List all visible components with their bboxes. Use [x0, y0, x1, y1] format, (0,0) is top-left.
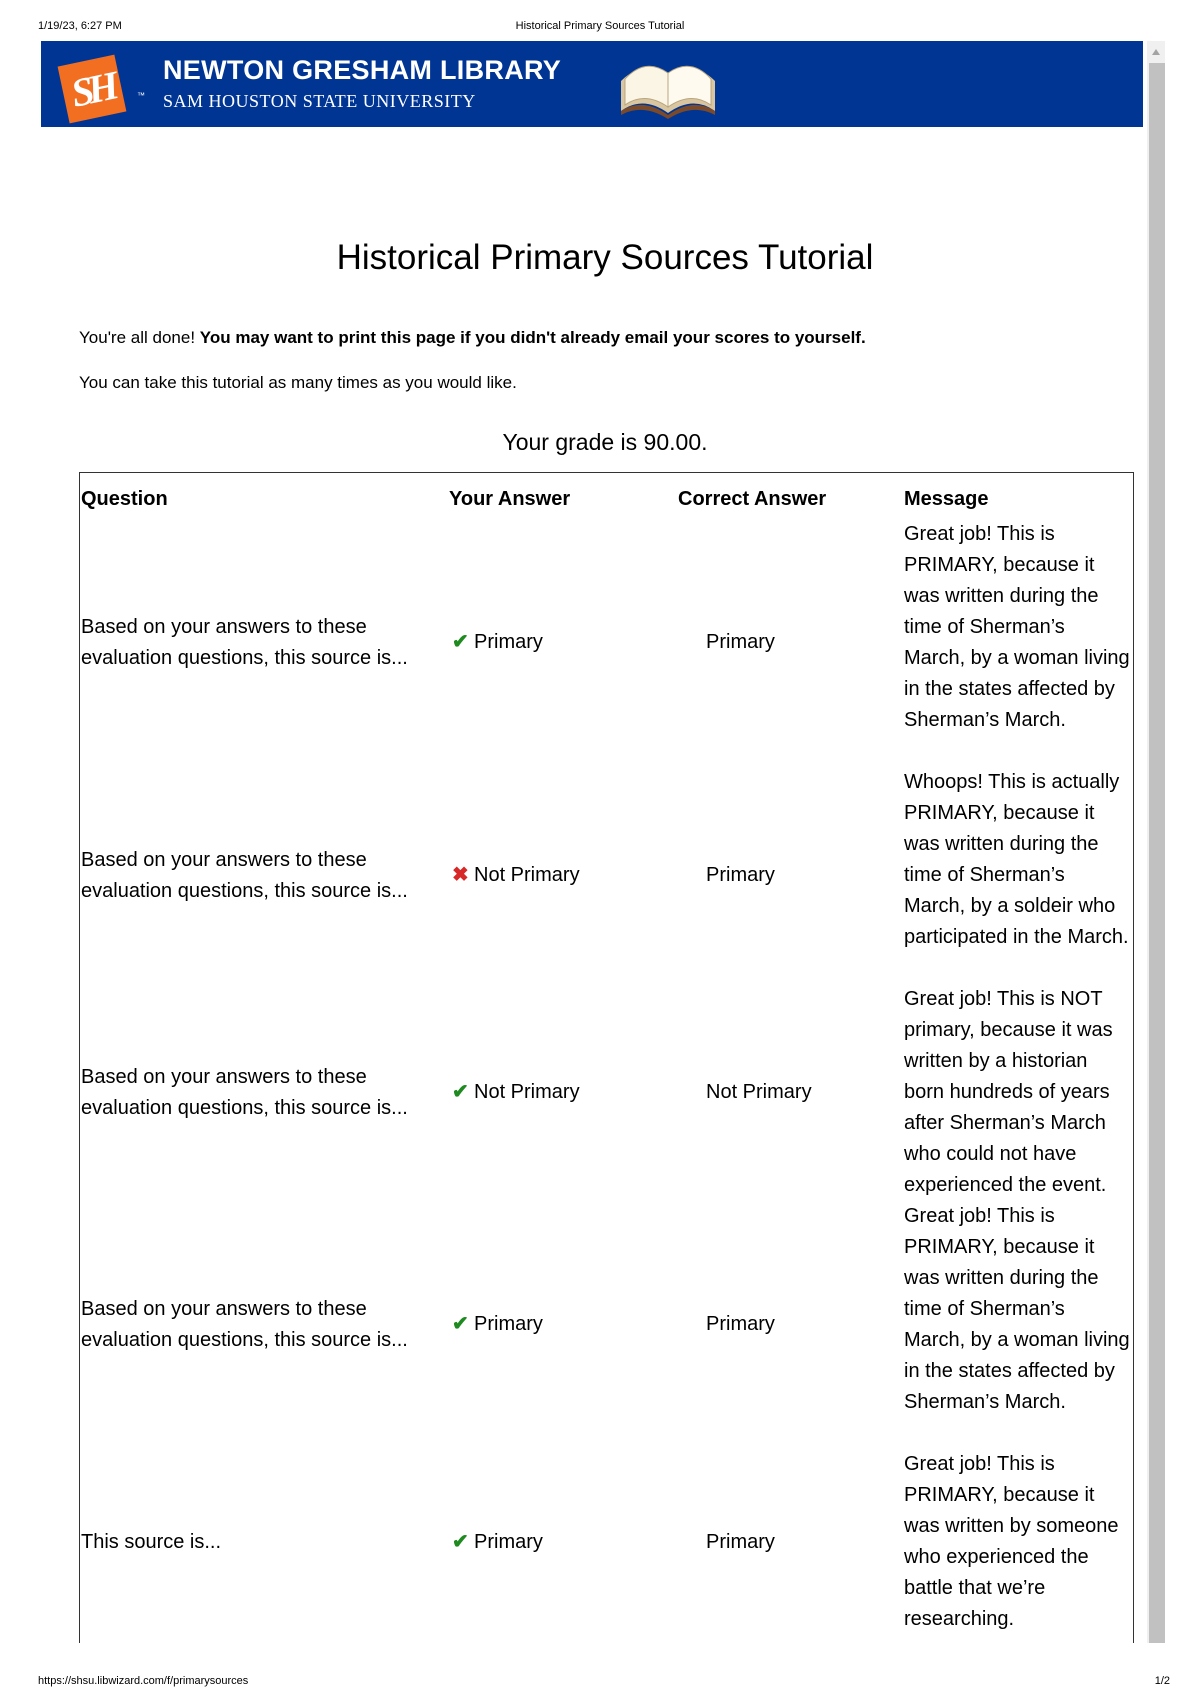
question-text: This source is... [81, 1531, 222, 1553]
completion-message: You're all done! You may want to print this page if you didn't already email your scores to yourself. [79, 328, 866, 347]
print-reminder: You may want to print this page if you didn't already email your scores to yourself. [199, 328, 866, 347]
page-title: Historical Primary Sources Tutorial [336, 238, 874, 277]
open-book-icon [613, 51, 723, 121]
your-answer: ✖ Not Primary [452, 860, 580, 891]
your-answer: ✔ Primary [452, 627, 543, 658]
print-page-title: Historical Primary Sources Tutorial [515, 20, 685, 32]
feedback-message: Whoops! This is actually PRIMARY, because it was written during the time of Sherman’s March, by a soldeir who participated in the March. [904, 771, 1129, 948]
feedback-message: Great job! This is PRIMARY, because it was written by someone who experienced the battle that we’re researching. [904, 1453, 1119, 1630]
shsu-logo: SH [58, 55, 127, 124]
feedback-message: Great job! This is PRIMARY, because it was written during the time of Sherman’s March, by a woman living in the states affected by Sherman’s March. [904, 523, 1130, 731]
library-name: NEWTON GRESHAM LIBRARY [163, 55, 562, 85]
header-question: Question [81, 488, 168, 510]
check-icon: ✔ [452, 631, 469, 653]
vertical-scrollbar[interactable] [1147, 41, 1165, 1643]
correct-answer: Primary [706, 1531, 775, 1553]
print-header [0, 20, 1200, 36]
print-date: 1/19/23, 6:27 PM [38, 20, 122, 32]
check-icon: ✔ [452, 1531, 469, 1553]
retake-note: You can take this tutorial as many times as you would like. [79, 373, 517, 392]
header-message: Message [904, 488, 989, 510]
results-table [79, 472, 1134, 1643]
feedback-message: Great job! This is PRIMARY, because it was written during the time of Sherman’s March, by a woman living in the states affected by Sherman’s March. [904, 1205, 1130, 1413]
page-url: https://shsu.libwizard.com/f/primarysources [38, 1675, 249, 1687]
check-icon: ✔ [452, 1313, 469, 1335]
scroll-thumb[interactable] [1149, 63, 1165, 1643]
your-answer: ✔ Primary [452, 1309, 543, 1340]
cross-icon: ✖ [452, 864, 469, 886]
library-banner[interactable] [41, 41, 1143, 127]
correct-answer: Not Primary [706, 1081, 812, 1103]
trademark-mark: ™ [137, 91, 145, 100]
university-name: SAM HOUSTON STATE UNIVERSITY [163, 91, 476, 111]
question-text: Based on your answers to these evaluation questions, this source is... [81, 616, 408, 669]
feedback-message: Great job! This is NOT primary, because it was written by a historian born hundreds of years after Sherman’s March who could not have experienced the event. [904, 988, 1113, 1196]
correct-answer: Primary [706, 864, 775, 886]
question-text: Based on your answers to these evaluation questions, this source is... [81, 1298, 408, 1351]
correct-answer: Primary [706, 1313, 775, 1335]
check-icon: ✔ [452, 1081, 469, 1103]
print-footer [0, 1675, 1200, 1691]
correct-answer: Primary [706, 631, 775, 653]
grade-display: Your grade is 90.00. [502, 429, 708, 455]
scroll-up-arrow-icon[interactable] [1147, 41, 1165, 61]
header-correct-answer: Correct Answer [678, 488, 827, 510]
question-text: Based on your answers to these evaluation questions, this source is... [81, 1066, 408, 1119]
your-answer: ✔ Not Primary [452, 1077, 580, 1108]
header-your-answer: Your Answer [449, 488, 571, 510]
your-answer: ✔ Primary [452, 1527, 543, 1558]
page-count: 1/2 [1154, 1675, 1170, 1687]
question-text: Based on your answers to these evaluation questions, this source is... [81, 849, 408, 902]
